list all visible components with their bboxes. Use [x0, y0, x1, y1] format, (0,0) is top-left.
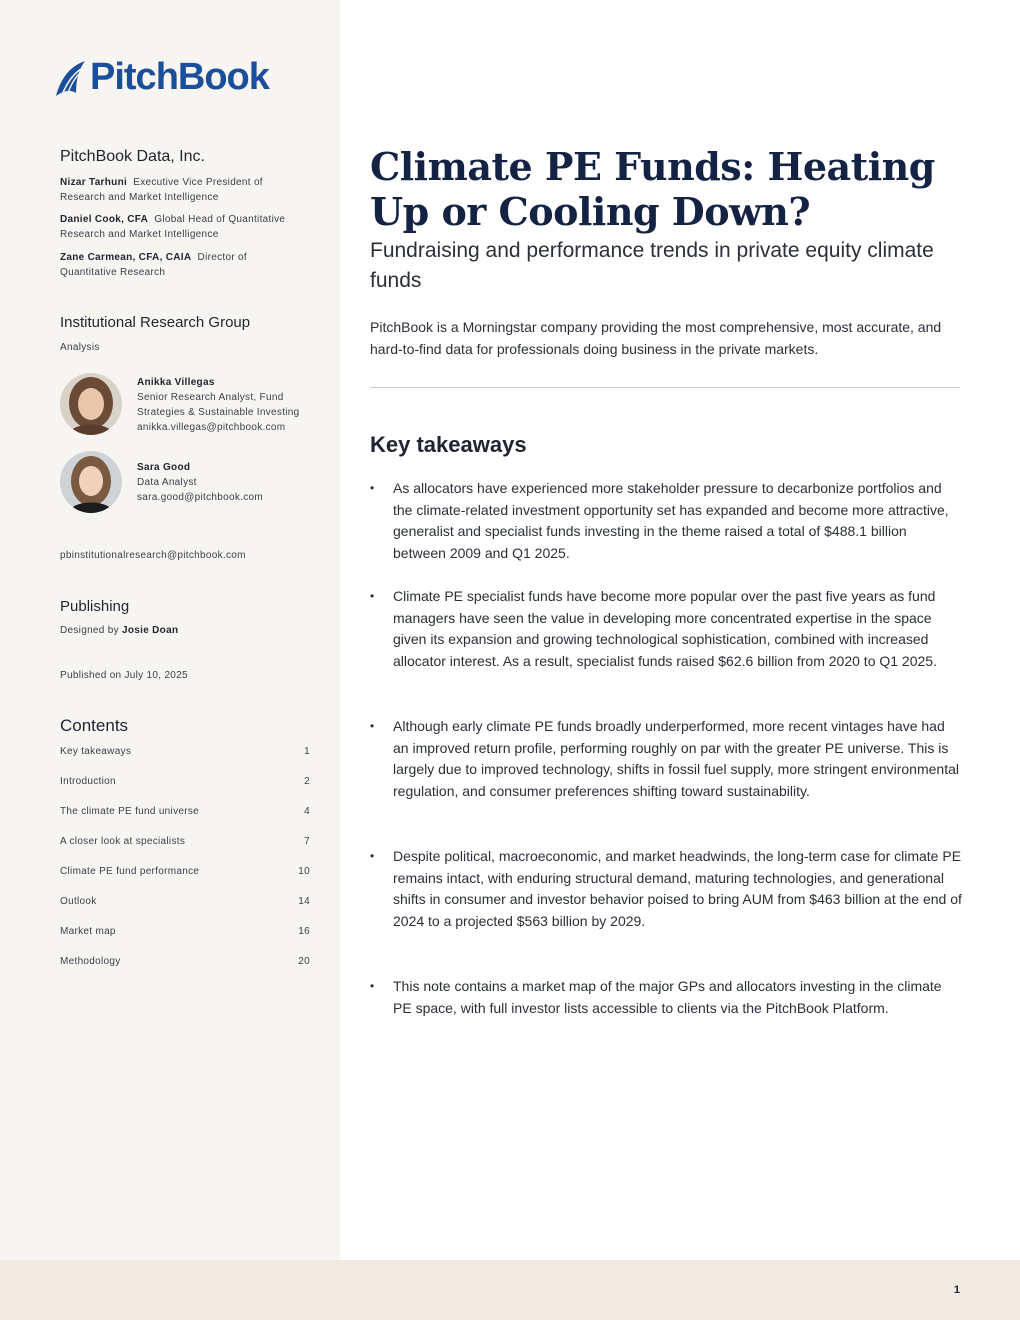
toc-item[interactable]: [60, 746, 310, 757]
toc-label: A closer look at specialists: [60, 836, 186, 847]
takeaway-text: Despite political, macroeconomic, and market headwinds, the long-term case for climate PE remains intact, with enduring structural demand, maturing technologies, and generational shifts in consumer and investor behavior poised to bring AUM from $463 billion at the end of 2024 to a projected $563 billion by 2029.: [393, 848, 962, 930]
analyst-role: Senior Research Analyst, Fund Strategies & Sustainable Investing: [137, 392, 300, 418]
intro-paragraph: PitchBook is a Morningstar company providing the most comprehensive, most accurate, and hard-to-find data for professionals doing business in the private markets.: [370, 319, 942, 357]
toc-page: 14: [298, 896, 310, 907]
group-email[interactable]: pbinstitutionalresearch@pitchbook.com: [60, 550, 246, 561]
analyst-entry: [137, 375, 317, 435]
key-takeaways-heading: Key takeaways: [370, 432, 527, 457]
author-name: Nizar Tarhuni: [60, 177, 128, 188]
group-subtitle: Analysis: [60, 342, 100, 353]
bullet-icon: •: [370, 719, 375, 733]
toc-label: Outlook: [60, 896, 97, 907]
designed-by-label: Designed by: [60, 625, 119, 636]
toc-page: 4: [304, 806, 310, 817]
toc-item[interactable]: [60, 776, 310, 787]
sidebar: [0, 0, 340, 1260]
published-date: Published on July 10, 2025: [60, 670, 188, 681]
author-entry: [60, 175, 310, 205]
toc-label: Methodology: [60, 956, 121, 967]
author-title: Executive Vice President of Research and Market Intelligence: [60, 177, 263, 203]
author-title: Director of Quantitative Research: [60, 252, 247, 278]
avatar: [60, 373, 122, 435]
analyst-entry: [137, 460, 317, 505]
group-title: Institutional Research Group: [60, 314, 251, 331]
author-name: Daniel Cook, CFA: [60, 214, 149, 225]
analyst-role: Data Analyst: [137, 477, 197, 488]
divider: [370, 387, 960, 388]
author-entry: [60, 250, 275, 280]
designed-by: [60, 623, 178, 638]
sail-icon: [54, 59, 88, 97]
author-entry: [60, 212, 310, 242]
analyst-email[interactable]: sara.good@pitchbook.com: [137, 492, 264, 503]
analyst-name: Sara Good: [137, 462, 191, 473]
toc-page: 10: [298, 866, 310, 877]
bullet-icon: •: [370, 589, 375, 603]
page-subtitle: Fundraising and performance trends in private equity climate funds: [370, 239, 934, 292]
takeaway-text: As allocators have experienced more stakeholder pressure to decarbonize portfolios and the climate-related investment opportunity set has expanded and become more attractive, generalist and specialist funds investing in the theme raised a total of $488.1 billion between 2009 and Q1 2025.: [393, 480, 949, 562]
toc-label: Key takeaways: [60, 746, 132, 757]
toc-page: 16: [298, 926, 310, 937]
toc-label: Introduction: [60, 776, 116, 787]
analyst-email[interactable]: anikka.villegas@pitchbook.com: [137, 422, 286, 433]
page-footer: [0, 1260, 1020, 1320]
page-number: 1: [953, 1284, 960, 1296]
toc-label: The climate PE fund universe: [60, 806, 200, 817]
takeaway-text: Climate PE specialist funds have become more popular over the past five years as fund managers have seen the value in developing more concentrated expertise in the space given its expansion and growing technological sophistication, combined with increased allocator interest. As a result, specialist funds raised $62.6 billion from 2020 to Q1 2025.: [393, 588, 937, 670]
toc-label: Market map: [60, 926, 116, 937]
toc-item[interactable]: [60, 806, 310, 817]
publishing-title: Publishing: [60, 598, 130, 615]
author-name: Zane Carmean, CFA, CAIA: [60, 252, 192, 263]
toc-item[interactable]: [60, 926, 310, 937]
author-title: Global Head of Quantitative Research and Market Intelligence: [60, 214, 286, 240]
takeaway-text: This note contains a market map of the major GPs and allocators investing in the climate PE space, with full investor lists accessible to clients via the PitchBook Platform.: [393, 978, 942, 1016]
toc-item[interactable]: [60, 896, 310, 907]
toc-page: 20: [298, 956, 310, 967]
pitchbook-logo: [54, 56, 269, 99]
company-name: PitchBook Data, Inc.: [60, 148, 205, 165]
toc-item[interactable]: [60, 836, 310, 847]
analyst-name: Anikka Villegas: [137, 377, 215, 388]
toc-page: 2: [304, 776, 310, 787]
toc-item[interactable]: [60, 956, 310, 967]
bullet-icon: •: [370, 849, 375, 863]
bullet-icon: •: [370, 481, 375, 495]
toc-page: 7: [304, 836, 310, 847]
contents-title: Contents: [60, 716, 129, 735]
bullet-icon: •: [370, 979, 375, 993]
logo-text: PitchBook: [90, 56, 269, 98]
toc-label: Climate PE fund performance: [60, 866, 200, 877]
page-title: Climate PE Funds: Heating Up or Cooling Down?: [370, 144, 935, 234]
takeaway-text: Although early climate PE funds broadly underperformed, more recent vintages have had an improved return profile, performing roughly on par with the greater PE universe. This is largely due to improved technology, shifts in fossil fuel supply, more stringent environmental regulation, and consumer preferences shifting toward sustainability.: [393, 718, 959, 800]
toc-item[interactable]: [60, 866, 310, 877]
toc-page: 1: [304, 746, 310, 757]
avatar: [60, 451, 122, 513]
designer-name: Josie Doan: [122, 625, 179, 636]
